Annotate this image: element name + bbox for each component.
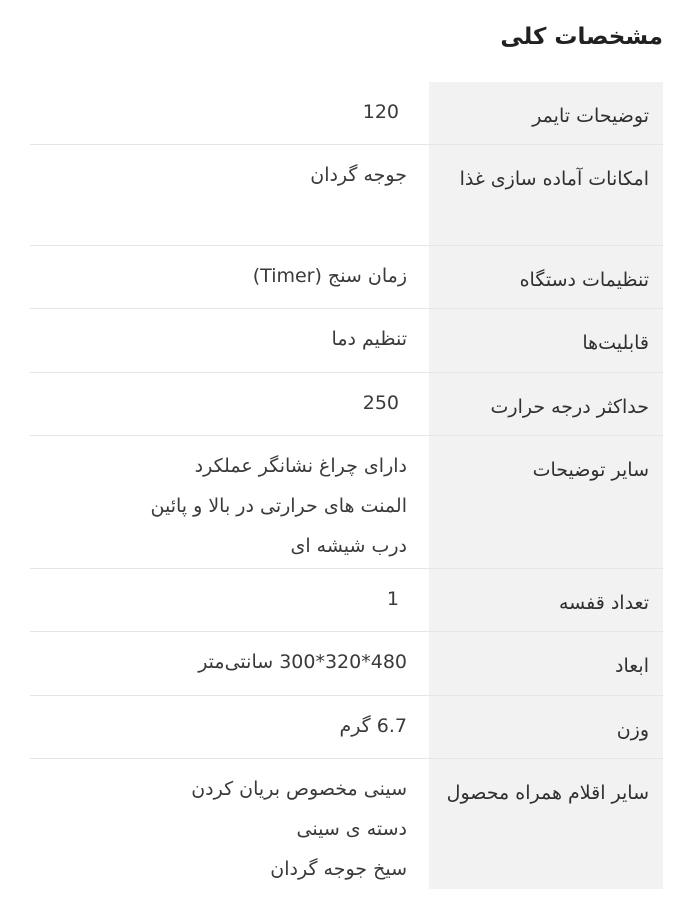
spec-value-line: 250 xyxy=(362,392,399,414)
spec-label: توضیحات تایمر xyxy=(429,82,663,144)
spec-row-timer xyxy=(30,82,663,145)
spec-value xyxy=(30,569,429,631)
spec-row-dimensions xyxy=(30,632,663,696)
specs-table xyxy=(30,82,663,889)
spec-label: سایر اقلام همراه محصول xyxy=(429,759,663,889)
spec-row-device-settings xyxy=(30,246,663,309)
spec-value-line: 1 xyxy=(386,588,399,610)
spec-value xyxy=(30,309,429,372)
spec-value xyxy=(30,759,429,889)
spec-value-line: دارای چراغ نشانگر عملکرد xyxy=(194,455,407,477)
spec-row-other-desc xyxy=(30,436,663,569)
spec-row-max-temp xyxy=(30,373,663,436)
spec-value-line: المنت های حرارتی در بالا و پائین xyxy=(150,495,407,517)
spec-value-line: تنظیم دما xyxy=(331,328,407,350)
spec-value-line: سینی مخصوص بریان کردن xyxy=(191,778,407,800)
spec-value xyxy=(30,436,429,568)
spec-value-line: زمان سنج (Timer) xyxy=(252,265,407,287)
spec-label: تنظیمات دستگاه xyxy=(429,246,663,308)
spec-value-line: 120 xyxy=(362,101,399,123)
section-title: مشخصات کلی xyxy=(500,24,663,50)
spec-value xyxy=(30,145,429,245)
spec-row-food-prep xyxy=(30,145,663,246)
spec-value xyxy=(30,632,429,695)
spec-value xyxy=(30,696,429,758)
spec-label: امکانات آماده سازی غذا xyxy=(429,145,663,245)
spec-row-shelf-count xyxy=(30,569,663,632)
spec-label: سایر توضیحات xyxy=(429,436,663,568)
spec-label: ابعاد xyxy=(429,632,663,695)
spec-value xyxy=(30,373,429,435)
spec-row-included-items xyxy=(30,759,663,889)
spec-label: قابلیت‌ها xyxy=(429,309,663,372)
spec-value-line: جوجه گردان xyxy=(310,164,407,186)
spec-value xyxy=(30,82,429,144)
spec-value-line: درب شیشه ای xyxy=(290,535,407,557)
spec-label: حداکثر درجه حرارت xyxy=(429,373,663,435)
spec-value-line: سیخ جوجه گردان xyxy=(270,858,407,880)
spec-label: تعداد قفسه xyxy=(429,569,663,631)
spec-value-line: 480*320*300 سانتی‌متر xyxy=(198,651,407,673)
spec-row-features xyxy=(30,309,663,373)
spec-value xyxy=(30,246,429,308)
spec-value-line: دسته ی سینی xyxy=(296,818,407,840)
spec-row-weight xyxy=(30,696,663,759)
spec-label: وزن xyxy=(429,696,663,758)
spec-value-line: 6.7 گرم xyxy=(339,715,407,737)
